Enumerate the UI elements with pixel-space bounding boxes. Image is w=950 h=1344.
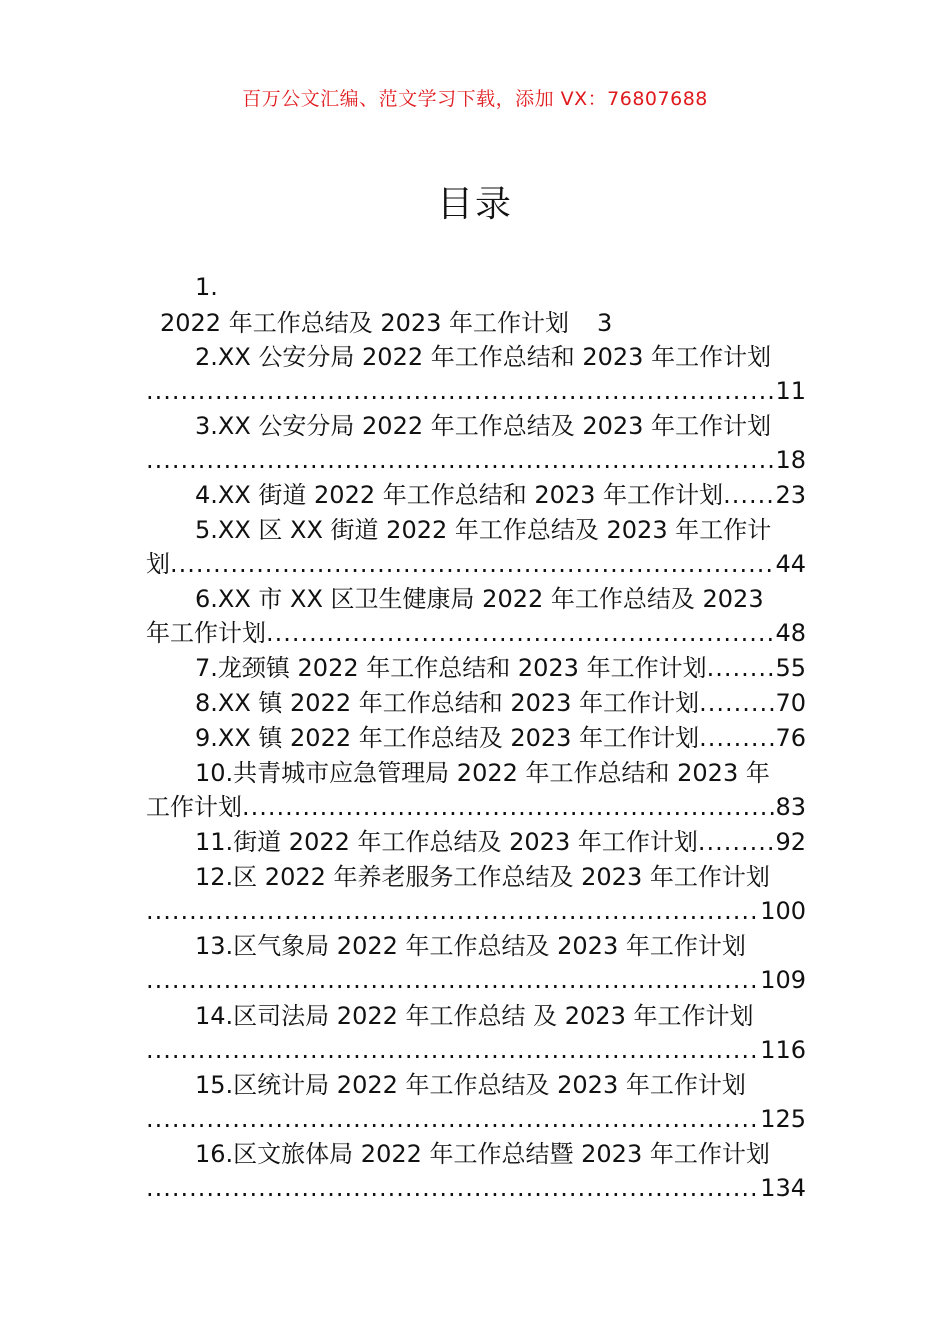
toc-entry-16-page: 134 [760,1174,806,1202]
toc-entry-7-page: 55 [775,654,806,682]
toc-entry-2-page: 11 [775,377,806,405]
toc-entry-12-page: 100 [760,897,806,925]
toc-entry-1[interactable] [160,306,612,340]
toc-entry-14-title[interactable]: 14.区司法局 2022 年工作总结 及 2023 年工作计划 [195,1002,754,1030]
toc-entry-8-title: 8.XX 镇 2022 年工作总结和 2023 年工作计划 [195,689,700,717]
toc-entry-16-leader[interactable] [146,1171,806,1205]
dot-leader [146,374,775,408]
toc-entry-7[interactable] [195,651,806,685]
toc-entry-2-title[interactable]: 2.XX 公安分局 2022 年工作总结和 2023 年工作计划 [195,343,772,371]
toc-entry-4-page: 23 [775,481,806,509]
dot-leader [723,478,775,512]
toc-entry-11-page: 92 [775,828,806,856]
toc-entry-16-title[interactable]: 16.区文旅体局 2022 年工作总结暨 2023 年工作计划 [195,1140,770,1168]
toc-entry-8-page: 70 [775,689,806,717]
toc-entry-14-leader[interactable] [146,1033,806,1067]
toc-entry-4[interactable] [195,478,806,512]
toc-entry-12-title[interactable]: 12.区 2022 年养老服务工作总结及 2023 年工作计划 [195,863,770,891]
toc-entry-8[interactable] [195,686,806,720]
toc-entry-3-title[interactable]: 3.XX 公安分局 2022 年工作总结及 2023 年工作计划 [195,412,772,440]
toc-entry-6-title-cont: 年工作计划 [146,619,266,647]
toc-entry-10-title-cont: 工作计划 [146,793,242,821]
toc-entry-1-number[interactable]: 1. [195,273,218,301]
toc-entry-14-page: 116 [760,1036,806,1064]
toc-entry-13-leader[interactable] [146,963,806,997]
toc-entry-11-title: 11.街道 2022 年工作总结及 2023 年工作计划 [195,828,698,856]
dot-leader [146,894,760,928]
toc-entry-11[interactable] [195,825,806,859]
dot-leader [146,963,760,997]
toc-entry-1-page: 3 [597,309,613,337]
toc-entry-13-page: 109 [760,966,806,994]
dot-leader [698,825,776,859]
dot-leader [699,686,775,720]
toc-entry-10-title[interactable]: 10.共青城市应急管理局 2022 年工作总结和 2023 年 [195,759,770,787]
toc-entry-9[interactable] [195,721,806,755]
toc-entry-13-title[interactable]: 13.区气象局 2022 年工作总结及 2023 年工作计划 [195,932,746,960]
toc-entry-15-title[interactable]: 15.区统计局 2022 年工作总结及 2023 年工作计划 [195,1071,746,1099]
toc-entry-6-leader[interactable] [146,616,806,650]
toc-entry-5-page: 44 [775,550,806,578]
toc-entry-10-leader[interactable] [146,790,806,824]
toc-entry-4-title: 4.XX 街道 2022 年工作总结和 2023 年工作计划 [195,481,724,509]
page-title: 目录 [436,184,513,225]
toc-entry-6-title[interactable]: 6.XX 市 XX 区卫生健康局 2022 年工作总结及 2023 [195,585,764,613]
toc-entry-3-leader[interactable] [146,443,806,477]
toc-entry-5-leader[interactable] [146,547,806,581]
toc-entry-9-title: 9.XX 镇 2022 年工作总结及 2023 年工作计划 [195,724,700,752]
toc-entry-6-page: 48 [775,619,806,647]
toc-entry-5-title-cont: 划 [146,550,170,578]
dot-leader [146,1102,760,1136]
toc-entry-15-page: 125 [760,1105,806,1133]
header-watermark-note: 百万公文汇编、范文学习下载，添加 VX：76807688 [242,88,708,110]
toc-entry-7-title: 7.龙颈镇 2022 年工作总结和 2023 年工作计划 [195,654,707,682]
toc-entry-1-title: 2022 年工作总结及 2023 年工作计划 [160,309,570,337]
toc-entry-15-leader[interactable] [146,1102,806,1136]
dot-leader [707,651,776,685]
dot-leader [170,547,775,581]
dot-leader [146,1033,760,1067]
toc-entry-12-leader[interactable] [146,894,806,928]
dot-leader [242,790,775,824]
dot-leader [146,1171,760,1205]
dot-leader [266,616,775,650]
toc-entry-2-leader[interactable] [146,374,806,408]
toc-entry-9-page: 76 [775,724,806,752]
toc-entry-10-page: 83 [775,793,806,821]
toc-entry-5-title[interactable]: 5.XX 区 XX 街道 2022 年工作总结及 2023 年工作计 [195,516,772,544]
dot-leader [699,721,775,755]
dot-leader [146,443,775,477]
toc-entry-3-page: 18 [775,446,806,474]
